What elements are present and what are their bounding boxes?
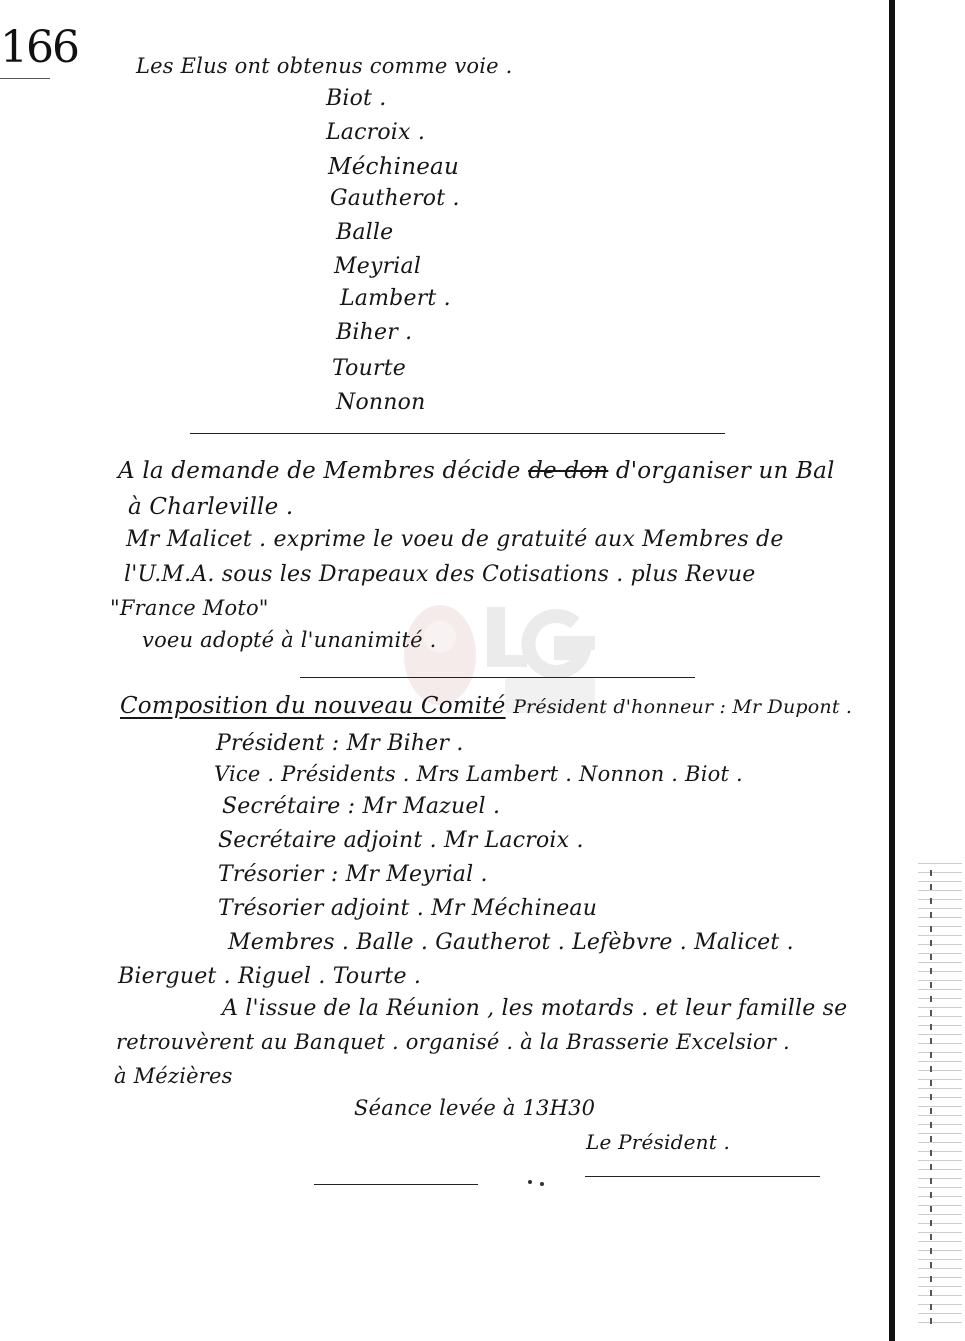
page-number-underline bbox=[0, 78, 50, 79]
para1-line: voeu adopté à l'unanimité . bbox=[142, 628, 437, 652]
signature-line bbox=[314, 1184, 478, 1185]
para1-text: A la demande de Membres décide bbox=[118, 458, 521, 484]
dot-mark bbox=[528, 1180, 532, 1184]
committee-members: Membres . Balle . Gautherot . Lefèbvre . Malicet . bbox=[228, 930, 794, 955]
elected-name: Biot . bbox=[326, 86, 387, 111]
edge-noise bbox=[918, 860, 962, 1330]
separator-rule bbox=[190, 433, 725, 434]
edge-noise-marks bbox=[930, 870, 932, 1330]
committee-secretary-adjoint: Secrétaire adjoint . Mr Lacroix . bbox=[218, 828, 584, 853]
committee-heading-line bbox=[120, 695, 852, 718]
seance-closed: Séance levée à 13H30 bbox=[354, 1096, 596, 1120]
para1-line: à Charleville . bbox=[128, 494, 294, 520]
committee-secretary: Secrétaire : Mr Mazuel . bbox=[222, 794, 501, 819]
committee-treasurer-adjoint: Trésorier adjoint . Mr Méchineau bbox=[218, 896, 598, 921]
elected-name: Tourte bbox=[332, 356, 406, 381]
elected-name: Balle bbox=[336, 220, 394, 245]
committee-president: Président : Mr Biher . bbox=[216, 731, 464, 756]
committee-vice-presidents: Vice . Présidents . Mrs Lambert . Nonnon . Biot . bbox=[214, 762, 743, 786]
honorary-president: Président d'honneur : Mr Dupont . bbox=[513, 696, 853, 718]
para1-line: "France Moto" bbox=[110, 596, 269, 620]
elected-name: Biher . bbox=[336, 320, 413, 345]
para1-line bbox=[118, 460, 835, 483]
signature-line bbox=[585, 1176, 820, 1177]
elected-name: Lacroix . bbox=[326, 120, 426, 145]
elected-name: Méchineau bbox=[328, 154, 459, 180]
closing-line: à Mézières bbox=[114, 1064, 233, 1088]
page-number: 166 bbox=[0, 22, 78, 73]
committee-treasurer: Trésorier : Mr Meyrial . bbox=[218, 862, 488, 887]
elected-intro: Les Elus ont obtenus comme voie . bbox=[136, 54, 513, 78]
closing-line: A l'issue de la Réunion , les motards . et leur famille se bbox=[222, 996, 848, 1021]
elected-name: Lambert . bbox=[340, 286, 451, 311]
elected-name: Meyrial bbox=[334, 254, 422, 279]
dot-mark bbox=[540, 1182, 544, 1186]
separator-rule bbox=[300, 677, 695, 678]
para1-line: l'U.M.A. sous les Drapeaux des Cotisations . plus Revue bbox=[124, 562, 756, 587]
closing-line: retrouvèrent au Banquet . organisé . à la Brasserie Excelsior . bbox=[116, 1030, 790, 1054]
struck-text: de don bbox=[528, 458, 609, 484]
committee-members-cont: Bierguet . Riguel . Tourte . bbox=[118, 964, 422, 989]
elected-name: Nonnon bbox=[336, 390, 426, 415]
para1-text: d'organiser un Bal bbox=[615, 458, 835, 484]
committee-heading: Composition du nouveau Comité bbox=[120, 693, 506, 719]
para1-line: Mr Malicet . exprime le voeu de gratuité aux Membres de bbox=[126, 527, 784, 552]
binding-margin-line bbox=[889, 0, 895, 1341]
elected-name: Gautherot . bbox=[330, 186, 460, 211]
president-signature-label: Le Président . bbox=[586, 1130, 731, 1154]
